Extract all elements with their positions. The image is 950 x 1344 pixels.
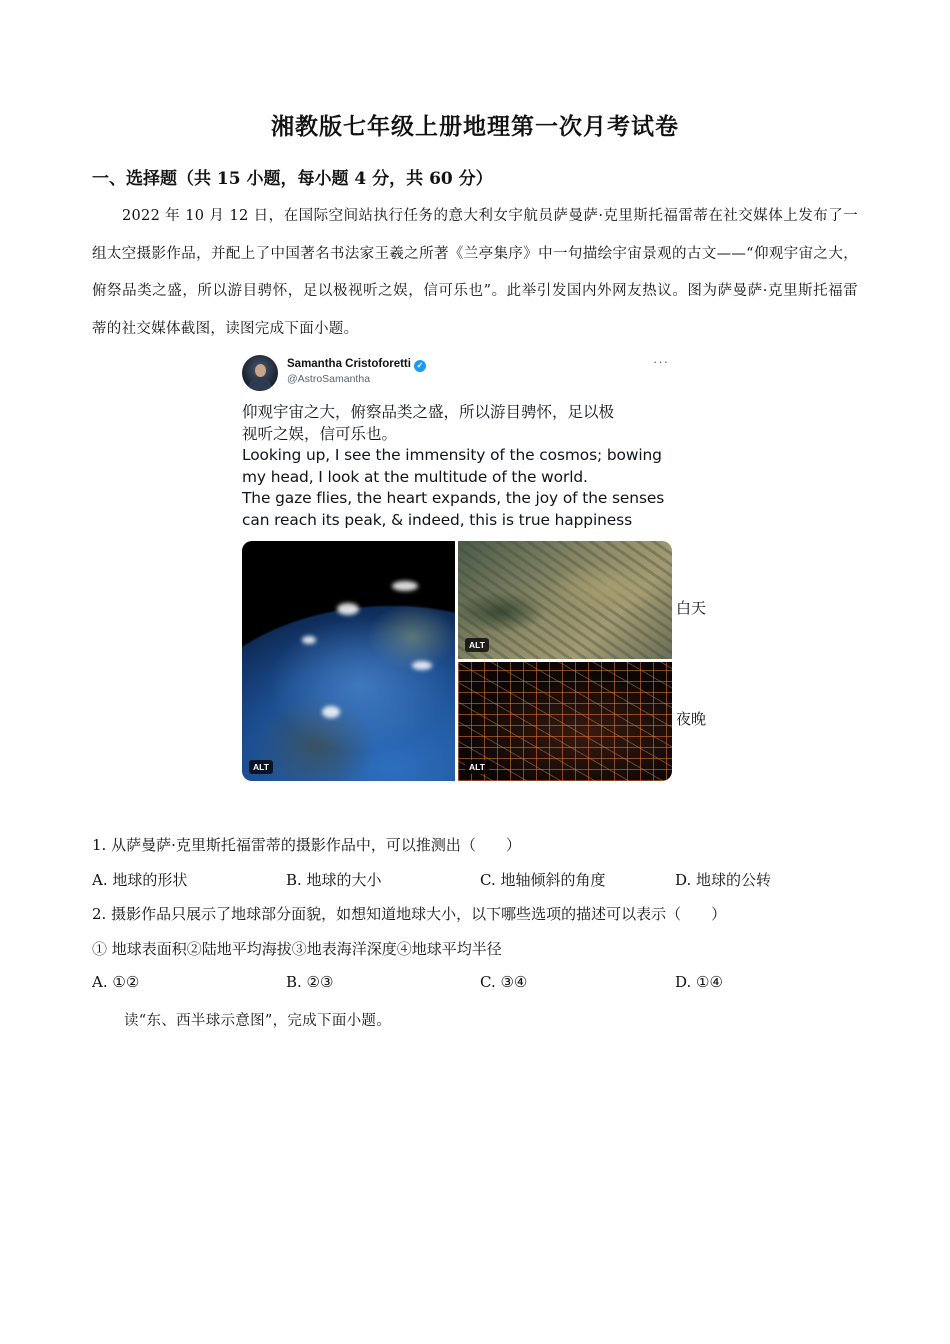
intro-text: 2022 年 10 月 12 日，在国际空间站执行任务的意大利女宇航员萨曼萨·克里斯托福雷蒂在社交媒体上发布了一组太空摄影作品，并配上了中国著名书法家王羲之所著《兰亭集序》中一句描绘宇宙景观的古文——“仰观宇宙之大，俯祭品类之盛，所以游目骋怀，足以极视听之娱，信可乐也”。此举引发国内外网友热议。图为萨曼萨·克里斯托福雷蒂的社交媒体截图，读图完成下面小题。 xyxy=(92,208,858,337)
q1-option-d: D. 地球的公转 xyxy=(675,871,772,889)
verified-badge-icon: ✓ xyxy=(414,360,426,372)
label-night: 夜晚 xyxy=(676,710,707,728)
next-instruction: 读“东、西半球示意图”，完成下面小题。 xyxy=(124,1013,392,1029)
daytime-city-photo xyxy=(458,541,672,659)
more-options-icon: ··· xyxy=(653,354,669,369)
tweet-text-en-4: can reach its peak, & indeed, this is true happiness xyxy=(242,510,633,529)
earth-from-space-photo xyxy=(242,541,455,781)
tweet-screenshot xyxy=(233,348,681,788)
section-heading: 一、选择题（共 15 小题，每小题 4 分，共 60 分） xyxy=(92,169,493,189)
tweet-user-name: Samantha Cristoforetti ✓ xyxy=(287,358,426,372)
q2-option-c: C. ③④ xyxy=(480,973,528,991)
label-day: 白天 xyxy=(676,599,707,617)
alt-badge: ALT xyxy=(465,638,489,652)
question-1-stem: 1. 从萨曼萨·克里斯托福雷蒂的摄影作品中，可以推测出（ ） xyxy=(92,836,521,854)
nighttime-city-photo xyxy=(458,662,672,781)
q2-option-a: A. ①② xyxy=(92,973,140,991)
tweet-user-handle: @AstroSamantha xyxy=(287,373,371,385)
q1-option-c: C. 地轴倾斜的角度 xyxy=(480,871,606,889)
question-2-stem: 2. 摄影作品只展示了地球部分面貌，如想知道地球大小，以下哪些选项的描述可以表示（ ） xyxy=(92,905,727,923)
q1-option-a: A. 地球的形状 xyxy=(92,871,188,889)
question-2-items: ① 地球表面积②陆地平均海拔③地表海洋深度④地球平均半径 xyxy=(92,940,502,958)
tweet-text-en-2: my head, I look at the multitude of the world. xyxy=(242,467,588,486)
q2-option-b: B. ②③ xyxy=(286,973,334,991)
tweet-text xyxy=(242,402,677,531)
alt-badge: ALT xyxy=(249,760,273,774)
tweet-text-en-3: The gaze flies, the heart expands, the joy of the senses xyxy=(242,489,665,507)
alt-badge: ALT xyxy=(465,760,489,774)
q2-option-d: D. ①④ xyxy=(675,973,723,991)
intro-paragraph xyxy=(92,198,858,348)
tweet-text-cn-2: 视听之娱，信可乐也。 xyxy=(242,424,398,443)
page-title: 湘教版七年级上册地理第一次月考试卷 xyxy=(271,113,679,140)
avatar xyxy=(242,355,278,391)
tweet-text-en-1: Looking up, I see the immensity of the cosmos; bowing xyxy=(242,446,662,464)
q1-option-b: B. 地球的大小 xyxy=(286,871,382,889)
tweet-text-cn-1: 仰观宇宙之大，俯察品类之盛，所以游目骋怀，足以极 xyxy=(242,403,615,421)
